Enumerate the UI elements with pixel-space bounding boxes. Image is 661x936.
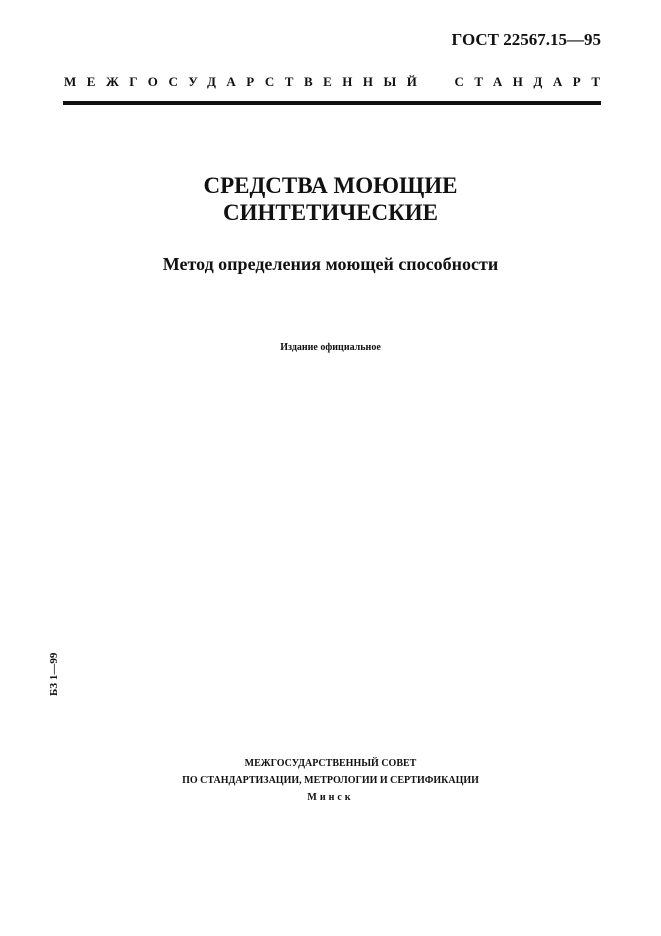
header-rule-divider [63, 101, 601, 105]
document-title [0, 172, 661, 226]
document-title-line-2: СИНТЕТИЧЕСКИЕ [222, 200, 439, 225]
standard-type-word-standard: СТАНДАРТ [454, 74, 611, 89]
document-subtitle: Метод определения моющей способности [162, 254, 499, 274]
side-catalog-code: БЗ 1—99 [48, 652, 60, 696]
standard-type-word-interstate: МЕЖГОСУДАРСТВЕННЫЙ [64, 74, 428, 89]
document-title-line-1: СРЕДСТВА МОЮЩИЕ [203, 173, 458, 198]
publisher-city: Минск [307, 792, 354, 803]
publisher-block [0, 755, 661, 806]
edition-note: Издание официальное [280, 342, 381, 353]
standard-type-heading [64, 74, 611, 90]
publisher-line-1: МЕЖГОСУДАРСТВЕННЫЙ СОВЕТ [244, 758, 417, 769]
document-number: ГОСТ 22567.15—95 [451, 30, 601, 49]
publisher-line-2: ПО СТАНДАРТИЗАЦИИ, МЕТРОЛОГИИ И СЕРТИФИКАЦИИ [182, 775, 479, 786]
